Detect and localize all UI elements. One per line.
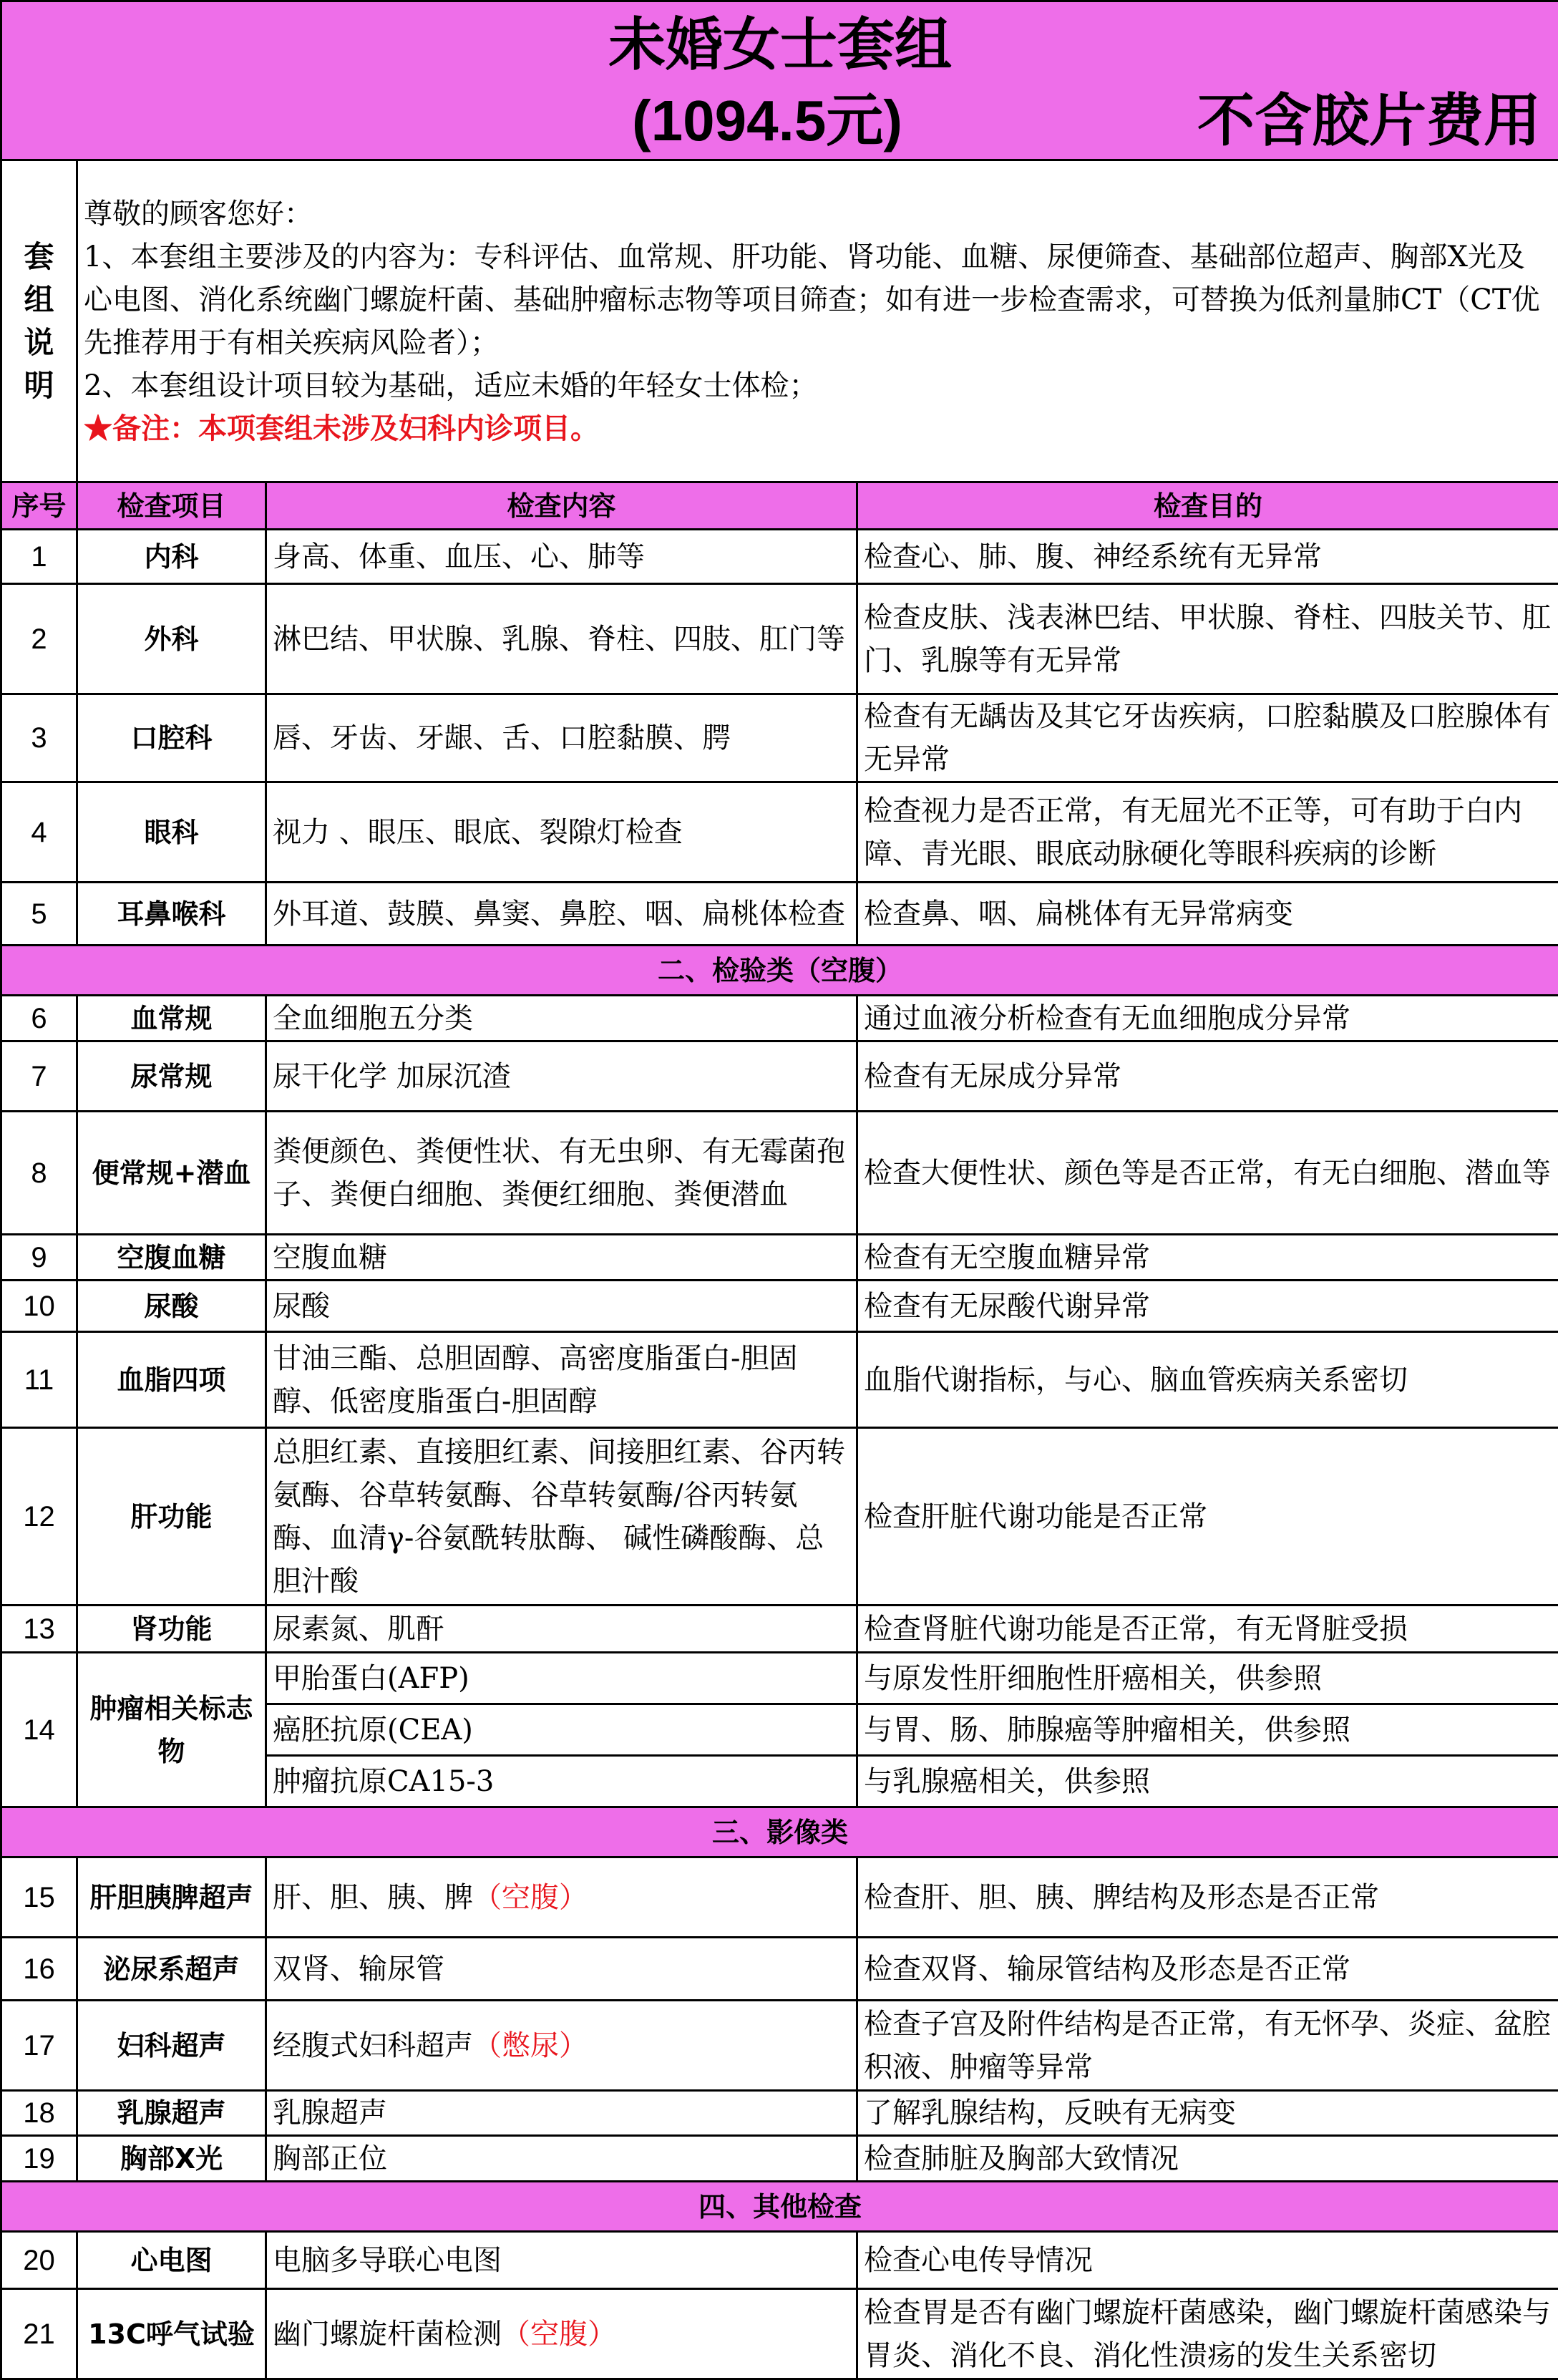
row-item: 肝功能	[77, 1428, 266, 1606]
row-purpose: 检查有无尿成分异常	[857, 1041, 1558, 1112]
intro-greeting: 尊敬的顾客您好：	[84, 197, 313, 230]
row-purpose: 检查肺脏及胸部大致情况	[857, 2136, 1558, 2182]
row-item: 尿常规	[77, 1041, 266, 1112]
row-content: 电脑多导联心电图	[266, 2232, 857, 2289]
column-header-row	[1, 482, 1558, 530]
row-no: 16	[1, 1938, 77, 2001]
row-purpose: 检查有无空腹血糖异常	[857, 1235, 1558, 1281]
row-item: 尿酸	[77, 1281, 266, 1332]
row-purpose: 检查双肾、输尿管结构及形态是否正常	[857, 1938, 1558, 2001]
row-content: 淋巴结、甲状腺、乳腺、脊柱、四肢、肛门等	[266, 584, 857, 694]
table-row	[1, 996, 1558, 1041]
row-content: 肝、胆、胰、脾（空腹）	[266, 1857, 857, 1938]
table-row	[1, 1653, 1558, 1704]
row-item: 眼科	[77, 782, 266, 883]
row-content: 癌胚抗原(CEA)	[266, 1704, 857, 1756]
row-content: 尿干化学 加尿沉渣	[266, 1041, 857, 1112]
table-row	[1, 584, 1558, 694]
row-content: 幽门螺旋杆菌检测（空腹）	[266, 2289, 857, 2379]
row-no: 8	[1, 1112, 77, 1235]
row-item: 空腹血糖	[77, 1235, 266, 1281]
row-purpose: 检查肝、胆、胰、脾结构及形态是否正常	[857, 1857, 1558, 1938]
row-content: 胸部正位	[266, 2136, 857, 2182]
row-item: 内科	[77, 530, 266, 584]
intro-line-2: 2、本套组设计项目较为基础，适应未婚的年轻女士体检；	[84, 369, 818, 402]
row-no: 3	[1, 694, 77, 782]
row-no: 17	[1, 2001, 77, 2091]
row-purpose: 检查视力是否正常，有无屈光不正等，可有助于白内障、青光眼、眼底动脉硬化等眼科疾病的诊断	[857, 782, 1558, 883]
col-header-purpose: 检查目的	[857, 482, 1558, 530]
row-purpose: 了解乳腺结构，反映有无病变	[857, 2091, 1558, 2136]
row-item: 耳鼻喉科	[77, 883, 266, 946]
row-item: 妇科超声	[77, 2001, 266, 2091]
row-content: 甘油三酯、总胆固醇、高密度脂蛋白-胆固醇、低密度脂蛋白-胆固醇	[266, 1332, 857, 1428]
row-content: 经腹式妇科超声（憋尿）	[266, 2001, 857, 2091]
row-purpose: 通过血液分析检查有无血细胞成分异常	[857, 996, 1558, 1041]
table-row	[1, 1606, 1558, 1653]
section-header-other	[1, 2182, 1558, 2232]
row-purpose: 检查大便性状、颜色等是否正常，有无白细胞、潜血等	[857, 1112, 1558, 1235]
row-item: 肝胆胰脾超声	[77, 1857, 266, 1938]
row-purpose: 检查肝脏代谢功能是否正常	[857, 1428, 1558, 1606]
intro-line-1: 1、本套组主要涉及的内容为：专科评估、血常规、肝功能、肾功能、血糖、尿便筛查、基础部位超声、胸部X光及心电图、消化系统幽门螺旋杆菌、基础肿瘤标志物等项目筛查；如有进一步检查需求，可替换为低剂量肺CT（CT优先推荐用于有相关疾病风险者）；	[84, 240, 1540, 359]
row-no: 20	[1, 2232, 77, 2289]
row-purpose: 与乳腺癌相关，供参照	[857, 1756, 1558, 1807]
package-title: 未婚女士套组	[608, 13, 952, 77]
row-no: 9	[1, 1235, 77, 1281]
row-item: 血脂四项	[77, 1332, 266, 1428]
row-purpose: 检查有无龋齿及其它牙齿疾病，口腔黏膜及口腔腺体有无异常	[857, 694, 1558, 782]
row-no: 11	[1, 1332, 77, 1428]
row-purpose: 检查心电传导情况	[857, 2232, 1558, 2289]
row-no: 21	[1, 2289, 77, 2379]
row-item: 外科	[77, 584, 266, 694]
row-no: 13	[1, 1606, 77, 1653]
film-fee-note: 不含胶片费用	[1197, 89, 1541, 152]
table-row	[1, 694, 1558, 782]
row-purpose: 检查皮肤、浅表淋巴结、甲状腺、脊柱、四肢关节、肛门、乳腺等有无异常	[857, 584, 1558, 694]
row-no: 2	[1, 584, 77, 694]
row-no: 6	[1, 996, 77, 1041]
table-row	[1, 883, 1558, 946]
full-bladder-note: （憋尿）	[473, 2029, 588, 2062]
section-header-lab	[1, 946, 1558, 996]
col-header-content: 检查内容	[266, 482, 857, 530]
section-title: 四、其他检查	[1, 2182, 1558, 2232]
row-item: 血常规	[77, 996, 266, 1041]
row-content: 视力 、眼压、眼底、裂隙灯检查	[266, 782, 857, 883]
row-content: 全血细胞五分类	[266, 996, 857, 1041]
row-content: 乳腺超声	[266, 2091, 857, 2136]
row-no: 5	[1, 883, 77, 946]
row-item: 肿瘤相关标志物	[77, 1653, 266, 1807]
row-item: 口腔科	[77, 694, 266, 782]
table-row	[1, 1235, 1558, 1281]
row-content: 总胆红素、直接胆红素、间接胆红素、谷丙转氨酶、谷草转氨酶、谷草转氨酶/谷丙转氨酶、血清γ-谷氨酰转肽酶、 碱性磷酸酶、总胆汁酸	[266, 1428, 857, 1606]
row-purpose: 与胃、肠、肺腺癌等肿瘤相关，供参照	[857, 1704, 1558, 1756]
row-item: 胸部X光	[77, 2136, 266, 2182]
intro-text	[77, 160, 1558, 482]
table-row	[1, 1428, 1558, 1606]
row-content: 双肾、输尿管	[266, 1938, 857, 2001]
table-row	[1, 1857, 1558, 1938]
row-content: 空腹血糖	[266, 1235, 857, 1281]
table-row	[1, 530, 1558, 584]
table-row	[1, 1112, 1558, 1235]
row-item: 乳腺超声	[77, 2091, 266, 2136]
fasting-note: （空腹）	[502, 2317, 616, 2351]
row-content: 粪便颜色、粪便性状、有无虫卵、有无霉菌孢子、粪便白细胞、粪便红细胞、粪便潜血	[266, 1112, 857, 1235]
section-title: 三、影像类	[1, 1807, 1558, 1857]
fasting-note: （空腹）	[473, 1880, 588, 1914]
intro-row	[1, 160, 1558, 482]
row-content: 尿素氮、肌酐	[266, 1606, 857, 1653]
row-no: 10	[1, 1281, 77, 1332]
row-content: 唇、牙齿、牙龈、舌、口腔黏膜、腭	[266, 694, 857, 782]
row-content: 外耳道、鼓膜、鼻窦、鼻腔、咽、扁桃体检查	[266, 883, 857, 946]
table-row	[1, 1281, 1558, 1332]
row-no: 18	[1, 2091, 77, 2136]
row-purpose: 检查有无尿酸代谢异常	[857, 1281, 1558, 1332]
row-purpose: 检查心、肺、腹、神经系统有无异常	[857, 530, 1558, 584]
row-content: 甲胎蛋白(AFP)	[266, 1653, 857, 1704]
table-row	[1, 1938, 1558, 2001]
package-price: (1094.5元)	[632, 89, 902, 152]
row-item: 便常规+潜血	[77, 1112, 266, 1235]
table-row	[1, 2001, 1558, 2091]
intro-remark: ★备注：本项套组未涉及妇科内诊项目。	[84, 411, 599, 445]
row-purpose: 与原发性肝细胞性肝癌相关，供参照	[857, 1653, 1558, 1704]
row-content: 尿酸	[266, 1281, 857, 1332]
row-item: 肾功能	[77, 1606, 266, 1653]
table-row	[1, 2289, 1558, 2379]
row-no: 1	[1, 530, 77, 584]
table-row	[1, 2232, 1558, 2289]
title-row	[1, 1, 1558, 160]
row-no: 12	[1, 1428, 77, 1606]
table-row	[1, 1041, 1558, 1112]
section-title: 二、检验类（空腹）	[1, 946, 1558, 996]
table-row	[1, 2136, 1558, 2182]
row-purpose: 检查肾脏代谢功能是否正常，有无肾脏受损	[857, 1606, 1558, 1653]
col-header-no: 序号	[1, 482, 77, 530]
row-content: 身高、体重、血压、心、肺等	[266, 530, 857, 584]
table-row	[1, 1332, 1558, 1428]
intro-side-label: 套 组 说 明	[1, 160, 77, 482]
row-no: 7	[1, 1041, 77, 1112]
row-item: 心电图	[77, 2232, 266, 2289]
row-item: 泌尿系超声	[77, 1938, 266, 2001]
row-purpose: 检查胃是否有幽门螺旋杆菌感染，幽门螺旋杆菌感染与胃炎、消化不良、消化性溃疡的发生关系密切	[857, 2289, 1558, 2379]
table-row	[1, 782, 1558, 883]
row-no: 14	[1, 1653, 77, 1807]
row-item: 13C呼气试验	[77, 2289, 266, 2379]
row-content: 肿瘤抗原CA15-3	[266, 1756, 857, 1807]
col-header-item: 检查项目	[77, 482, 266, 530]
section-header-imaging	[1, 1807, 1558, 1857]
row-no: 19	[1, 2136, 77, 2182]
row-purpose: 检查鼻、咽、扁桃体有无异常病变	[857, 883, 1558, 946]
row-purpose: 血脂代谢指标，与心、脑血管疾病关系密切	[857, 1332, 1558, 1428]
row-no: 15	[1, 1857, 77, 1938]
row-no: 4	[1, 782, 77, 883]
table-row	[1, 2091, 1558, 2136]
row-purpose: 检查子宫及附件结构是否正常，有无怀孕、炎症、盆腔积液、肿瘤等异常	[857, 2001, 1558, 2091]
title-cell	[1, 1, 1558, 160]
